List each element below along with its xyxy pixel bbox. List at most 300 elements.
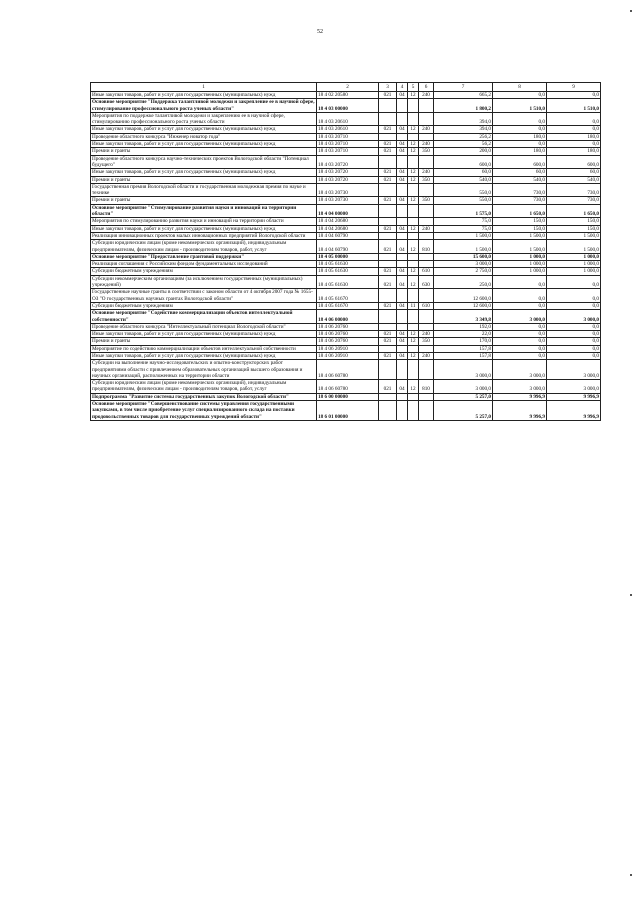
row-name-cell: Премии и гранты xyxy=(91,176,317,183)
table-row xyxy=(91,141,601,148)
row-col6-cell xyxy=(419,99,434,113)
row-col5-cell xyxy=(408,393,419,400)
row-value-col8: 0,0 xyxy=(493,275,547,289)
row-name-cell: Государственные научные гранты в соответствии с законом области от 4 октября 2007 года № 1655-ОЗ "О государственных научных грантах Вологодской области" xyxy=(91,289,317,303)
row-value-col9: 9 996,9 xyxy=(547,401,601,421)
row-col3-cell xyxy=(379,133,397,140)
column-header: 9 xyxy=(547,83,601,92)
row-value-col8: 0,0 xyxy=(493,323,547,330)
row-name-cell: Проведение областного конкурса научно-технических проектов Вологодской области "Потенциал будущего" xyxy=(91,155,317,169)
row-name-cell: Мероприятия по стимулированию развития науки и инноваций на территории области xyxy=(91,218,317,225)
row-value-col8: 730,0 xyxy=(493,183,547,197)
row-code-cell: 18 4 03 20720 xyxy=(317,176,379,183)
row-col6-cell xyxy=(419,155,434,169)
row-name-cell: Премии и гранты xyxy=(91,148,317,155)
row-col4-cell: 04 xyxy=(397,141,408,148)
table-row xyxy=(91,360,601,380)
row-value-col9: 1 000,0 xyxy=(547,261,601,268)
row-col4-cell xyxy=(397,232,408,239)
row-value-col7: 1 575,0 xyxy=(434,204,493,218)
row-col3-cell: 021 xyxy=(379,126,397,133)
row-code-cell: 18 4 03 20720 xyxy=(317,169,379,176)
row-col3-cell: 021 xyxy=(379,352,397,359)
row-value-col9: 1 000,0 xyxy=(547,253,601,260)
row-code-cell: 18 4 03 20730 xyxy=(317,197,379,204)
row-code-cell: 18 4 06 20910 xyxy=(317,345,379,352)
row-col4-cell: 04 xyxy=(397,197,408,204)
row-value-col8: 0,0 xyxy=(493,289,547,303)
row-value-col9: 0,0 xyxy=(547,302,601,309)
row-value-col9: 150,0 xyxy=(547,225,601,232)
margin-mark xyxy=(630,594,632,596)
row-value-col9: 0,0 xyxy=(547,289,601,303)
table-row xyxy=(91,148,601,155)
row-value-col8: 9 996,9 xyxy=(493,393,547,400)
row-value-col9: 3 000,0 xyxy=(547,310,601,324)
row-col6-cell: 810 xyxy=(419,380,434,394)
row-col4-cell xyxy=(397,401,408,421)
row-col5-cell xyxy=(408,183,419,197)
row-value-col7: 22,0 xyxy=(434,331,493,338)
row-col5-cell xyxy=(408,323,419,330)
row-col6-cell: 240 xyxy=(419,352,434,359)
budget-table xyxy=(90,82,601,421)
row-col5-cell xyxy=(408,360,419,380)
row-name-cell: Основное мероприятие "Поддержка талантливой молодежи и закрепление ее в научной сфере, стимулирование профессионального роста ученых области" xyxy=(92,99,315,112)
column-header: 8 xyxy=(493,83,547,92)
row-col6-cell xyxy=(419,289,434,303)
row-value-col9: 0,0 xyxy=(547,323,601,330)
row-value-col7: 200,0 xyxy=(434,148,493,155)
row-value-col7: 3 349,8 xyxy=(434,310,493,324)
table-row xyxy=(91,380,601,394)
row-code-cell: 18 4 03 20730 xyxy=(317,183,379,197)
row-value-col8: 1 650,0 xyxy=(493,204,547,218)
row-value-col7: 2 750,0 xyxy=(434,268,493,275)
table-row xyxy=(91,331,601,338)
row-col4-cell xyxy=(397,133,408,140)
row-value-col7: 3 000,0 xyxy=(434,261,493,268)
row-col4-cell xyxy=(397,204,408,218)
row-value-col7: 60,0 xyxy=(434,169,493,176)
row-value-col9: 0,0 xyxy=(547,331,601,338)
row-col4-cell xyxy=(397,289,408,303)
row-value-col8: 0,0 xyxy=(493,345,547,352)
row-col4-cell xyxy=(397,323,408,330)
row-col6-cell: 350 xyxy=(419,338,434,345)
row-value-col8: 3 000,0 xyxy=(493,310,547,324)
row-value-col9: 3 000,0 xyxy=(547,360,601,380)
row-value-col8: 0,0 xyxy=(493,112,547,126)
row-name-cell: Проведение областного конкурса "Интеллектуальный потенциал Вологодской области" xyxy=(91,323,317,330)
row-value-col9: 0,0 xyxy=(547,126,601,133)
table-row xyxy=(91,261,601,268)
row-value-col8: 1 000,0 xyxy=(493,261,547,268)
row-value-col7: 3 000,0 xyxy=(434,380,493,394)
row-code-cell: 18 4 03 20710 xyxy=(317,148,379,155)
row-code-cell: 18 4 05 61630 xyxy=(317,275,379,289)
row-col3-cell: 021 xyxy=(379,225,397,232)
row-col4-cell xyxy=(397,261,408,268)
row-col5-cell xyxy=(408,232,419,239)
row-col3-cell: 021 xyxy=(379,92,397,99)
row-col6-cell xyxy=(419,261,434,268)
row-name-cell: Иные закупки товаров, работ и услуг для государственных (муниципальных) нужд xyxy=(91,126,317,133)
row-value-col9: 0,0 xyxy=(547,275,601,289)
row-value-col9: 180,0 xyxy=(547,148,601,155)
row-value-col7: 1 800,2 xyxy=(434,99,493,113)
row-col6-cell: 350 xyxy=(419,148,434,155)
row-value-col8: 60,0 xyxy=(493,169,547,176)
row-value-col7: 600,0 xyxy=(434,155,493,169)
row-value-col9: 150,0 xyxy=(547,218,601,225)
row-col3-cell: 021 xyxy=(379,380,397,394)
row-col3-cell xyxy=(379,253,397,260)
row-name-cell: Субсидии юридическим лицам (кроме некоммерческих организаций), индивидуальным предпринимателям, физическим лицам - производителям товаров, работ, услуг xyxy=(91,240,317,254)
row-col3-cell xyxy=(379,112,397,126)
row-col5-cell xyxy=(408,253,419,260)
row-code-cell: 18 4 03 20710 xyxy=(317,133,379,140)
table-row xyxy=(91,338,601,345)
row-col4-cell: 04 xyxy=(397,268,408,275)
row-col4-cell: 04 xyxy=(397,92,408,99)
row-value-col8: 0,0 xyxy=(493,302,547,309)
row-code-cell: 18 4 06 60780 xyxy=(317,360,379,380)
row-col4-cell: 04 xyxy=(397,225,408,232)
row-col6-cell: 610 xyxy=(419,268,434,275)
row-value-col8: 1 000,0 xyxy=(493,253,547,260)
row-value-col8: 3 000,0 xyxy=(493,360,547,380)
row-col6-cell xyxy=(419,232,434,239)
row-col4-cell xyxy=(397,183,408,197)
row-value-col7: 5 257,0 xyxy=(434,401,493,421)
row-col5-cell: 12 xyxy=(408,240,419,254)
row-col5-cell: 12 xyxy=(408,148,419,155)
row-col5-cell xyxy=(408,204,419,218)
row-col3-cell xyxy=(379,99,397,113)
row-col5-cell xyxy=(408,218,419,225)
row-name-cell: Реализация инновационных проектов малых инновационных предприятий Вологодской области xyxy=(91,232,317,239)
row-code-cell: 18 4 03 20710 xyxy=(317,141,379,148)
row-name-cell: Основное мероприятие "Совершенствование системы управления государственными закупками, в том числе приобретение услуг специализированного склада на поставки продовольственных товаров для государственных учреждений области" xyxy=(91,401,317,421)
table-row xyxy=(91,310,601,324)
row-code-cell: 18 4 06 20760 xyxy=(317,331,379,338)
row-col4-cell xyxy=(397,155,408,169)
margin-mark xyxy=(630,10,632,12)
row-col6-cell: 350 xyxy=(419,176,434,183)
column-header: 3 xyxy=(379,83,397,92)
table-row xyxy=(91,133,601,140)
row-col6-cell xyxy=(419,253,434,260)
row-col5-cell: 12 xyxy=(408,169,419,176)
row-code-cell: 18 6 00 00000 xyxy=(317,393,379,400)
row-value-col8: 150,0 xyxy=(493,225,547,232)
row-col6-cell: 810 xyxy=(419,240,434,254)
row-value-col7: 394,0 xyxy=(434,126,493,133)
row-value-col8: 150,0 xyxy=(493,218,547,225)
row-code-cell: 18 4 04 60790 xyxy=(317,240,379,254)
row-col6-cell: 240 xyxy=(419,225,434,232)
row-value-col7: 170,0 xyxy=(434,338,493,345)
table-row xyxy=(91,197,601,204)
row-value-col7: 75,0 xyxy=(434,225,493,232)
row-name-cell: Основное мероприятие "Предоставление грантовой поддержки" xyxy=(91,253,317,260)
column-header: 1 xyxy=(91,83,317,92)
row-col3-cell xyxy=(379,345,397,352)
row-col3-cell xyxy=(379,155,397,169)
row-col6-cell: 610 xyxy=(419,302,434,309)
table-row xyxy=(91,323,601,330)
row-col3-cell xyxy=(379,401,397,421)
column-header: 5 xyxy=(408,83,419,92)
row-col5-cell: 12 xyxy=(408,176,419,183)
row-name-cell: Иные закупки товаров, работ и услуг для государственных (муниципальных) нужд xyxy=(91,352,317,359)
row-code-cell: 18 4 03 20610 xyxy=(317,126,379,133)
row-col5-cell: 12 xyxy=(408,92,419,99)
table-row xyxy=(91,240,601,254)
row-col6-cell xyxy=(419,323,434,330)
row-col3-cell: 021 xyxy=(379,240,397,254)
row-value-col8: 730,0 xyxy=(493,197,547,204)
row-col6-cell: 350 xyxy=(419,197,434,204)
row-name-cell: Субсидии некоммерческим организациям (за исключением государственных (муниципальных) учреждений) xyxy=(91,275,317,289)
row-col6-cell xyxy=(419,183,434,197)
row-value-col9: 730,0 xyxy=(547,197,601,204)
row-code-cell: 18 6 01 00000 xyxy=(317,401,379,421)
row-name-cell: Иные закупки товаров, работ и услуг для государственных (муниципальных) нужд xyxy=(91,141,317,148)
row-col3-cell xyxy=(379,183,397,197)
row-value-col9: 730,0 xyxy=(547,183,601,197)
table-row xyxy=(91,253,601,260)
row-value-col7: 192,0 xyxy=(434,323,493,330)
margin-mark xyxy=(630,874,632,876)
row-col6-cell xyxy=(419,218,434,225)
row-col3-cell: 021 xyxy=(379,331,397,338)
row-value-col7: 157,8 xyxy=(434,352,493,359)
row-value-col7: 1 500,0 xyxy=(434,232,493,239)
row-col3-cell: 021 xyxy=(379,275,397,289)
row-col5-cell: 11 xyxy=(408,302,419,309)
row-value-col9: 0,0 xyxy=(547,141,601,148)
table-row xyxy=(91,275,601,289)
row-name-cell: Премии и гранты xyxy=(91,197,317,204)
row-col3-cell: 021 xyxy=(379,141,397,148)
row-col3-cell: 021 xyxy=(379,148,397,155)
row-name-cell: Премии и гранты xyxy=(91,338,317,345)
row-col6-cell: 240 xyxy=(419,141,434,148)
row-value-col7: 15 600,0 xyxy=(434,253,493,260)
row-value-col7: 157,8 xyxy=(434,345,493,352)
row-col5-cell: 12 xyxy=(408,126,419,133)
row-code-cell: 18 4 06 20760 xyxy=(317,323,379,330)
table-row xyxy=(91,225,601,232)
row-value-col9: 0,0 xyxy=(547,112,601,126)
row-value-col8: 3 000,0 xyxy=(493,380,547,394)
row-value-col7: 75,0 xyxy=(434,218,493,225)
column-header: 2 xyxy=(317,83,379,92)
row-code-cell: 18 4 06 20760 xyxy=(317,338,379,345)
row-col6-cell: 240 xyxy=(419,169,434,176)
row-col4-cell: 04 xyxy=(397,331,408,338)
row-name-cell: Субсидии юридическим лицам (кроме некоммерческих организаций), индивидуальным предпринимателям, физическим лицам - производителям товаров, работ, услуг xyxy=(91,380,317,394)
row-col5-cell: 12 xyxy=(408,380,419,394)
row-col4-cell: 04 xyxy=(397,126,408,133)
row-col5-cell xyxy=(408,133,419,140)
row-col5-cell: 12 xyxy=(408,338,419,345)
row-col5-cell: 12 xyxy=(408,141,419,148)
row-name-cell: Иные закупки товаров, работ и услуг для государственных (муниципальных) нужд xyxy=(91,331,317,338)
row-col3-cell xyxy=(379,310,397,324)
row-col5-cell xyxy=(408,289,419,303)
row-col4-cell xyxy=(397,345,408,352)
row-value-col7: 12 600,0 xyxy=(434,289,493,303)
row-col4-cell: 04 xyxy=(397,176,408,183)
row-value-col9: 0,0 xyxy=(547,92,601,99)
row-col5-cell xyxy=(408,401,419,421)
row-name-cell: Основное мероприятие "Стимулирование развития науки и инноваций на территории области" xyxy=(91,204,317,218)
row-col5-cell xyxy=(408,310,419,324)
row-col5-cell: 12 xyxy=(408,331,419,338)
row-code-cell: 18 4 06 00000 xyxy=(317,310,379,324)
row-col5-cell: 12 xyxy=(408,225,419,232)
table-row xyxy=(91,169,601,176)
row-value-col7: 256,2 xyxy=(434,133,493,140)
row-name-cell: Субсидии бюджетным учреждениям xyxy=(91,302,317,309)
row-value-col8: 1 500,0 xyxy=(493,240,547,254)
row-code-cell: 18 4 05 61670 xyxy=(317,289,379,303)
row-code-cell: 18 4 04 20680 xyxy=(317,218,379,225)
row-value-col8: 540,0 xyxy=(493,176,547,183)
row-col3-cell: 021 xyxy=(379,302,397,309)
row-value-col8: 1 510,0 xyxy=(493,99,547,113)
row-col3-cell xyxy=(379,323,397,330)
row-value-col9: 1 650,0 xyxy=(547,204,601,218)
row-code-cell: 18 4 03 20610 xyxy=(317,112,379,126)
row-name-cell: Мероприятие по содействию коммерциализации объектов интеллектуальной собственности xyxy=(91,345,317,352)
row-code-cell: 18 4 02 20580 xyxy=(317,92,379,99)
row-code-cell: 18 4 05 61630 xyxy=(317,268,379,275)
row-value-col8: 600,0 xyxy=(493,155,547,169)
row-value-col7: 394,0 xyxy=(434,112,493,126)
row-value-col7: 5 257,0 xyxy=(434,393,493,400)
table-row xyxy=(91,401,601,421)
row-value-col7: 250,0 xyxy=(434,275,493,289)
row-value-col8: 180,0 xyxy=(493,133,547,140)
row-col6-cell: 630 xyxy=(419,275,434,289)
row-col3-cell: 021 xyxy=(379,176,397,183)
row-value-col8: 0,0 xyxy=(493,331,547,338)
row-col4-cell: 04 xyxy=(397,338,408,345)
row-value-col9: 600,0 xyxy=(547,155,601,169)
row-col6-cell xyxy=(419,360,434,380)
row-name-cell: Иные закупки товаров, работ и услуг для государственных (муниципальных) нужд xyxy=(91,92,317,99)
row-col6-cell xyxy=(419,310,434,324)
row-name-cell: Реализация соглашения с Российским фондом фундаментальных исследований xyxy=(91,261,317,268)
row-col6-cell xyxy=(419,345,434,352)
row-value-col9: 1 500,0 xyxy=(547,232,601,239)
table-row xyxy=(91,268,601,275)
row-col3-cell xyxy=(379,289,397,303)
row-col4-cell: 04 xyxy=(397,275,408,289)
table-row xyxy=(91,232,601,239)
row-col4-cell xyxy=(397,393,408,400)
row-code-cell: 18 4 05 61630 xyxy=(317,261,379,268)
table-row xyxy=(91,92,601,99)
row-col4-cell xyxy=(397,99,408,113)
table-row xyxy=(91,345,601,352)
row-name-cell: Государственная премия Вологодской области и государственная молодежная премия по науке и технике xyxy=(91,183,317,197)
row-col6-cell: 240 xyxy=(419,126,434,133)
row-col6-cell: 240 xyxy=(419,331,434,338)
row-name-cell: Мероприятия по поддержке талантливой молодежи и закреплению ее в научной сфере, стимулированию профессионального роста ученых области xyxy=(91,112,317,126)
row-col3-cell xyxy=(379,232,397,239)
row-value-col8: 0,0 xyxy=(493,92,547,99)
row-code-cell: 18 4 04 20680 xyxy=(317,225,379,232)
row-col4-cell xyxy=(397,310,408,324)
table-row xyxy=(91,352,601,359)
row-col5-cell: 12 xyxy=(408,352,419,359)
row-value-col7: 12 600,0 xyxy=(434,302,493,309)
row-code-cell: 18 4 05 61670 xyxy=(317,302,379,309)
row-col4-cell: 04 xyxy=(397,352,408,359)
row-col4-cell xyxy=(397,112,408,126)
row-value-col8: 9 996,9 xyxy=(493,401,547,421)
header-row xyxy=(91,83,601,92)
row-value-col8: 0,0 xyxy=(493,338,547,345)
row-col3-cell: 021 xyxy=(379,169,397,176)
row-col3-cell xyxy=(379,261,397,268)
row-col4-cell: 04 xyxy=(397,169,408,176)
row-value-col9: 9 996,9 xyxy=(547,393,601,400)
row-value-col8: 0,0 xyxy=(493,352,547,359)
row-value-col9: 0,0 xyxy=(547,352,601,359)
table-row xyxy=(91,155,601,169)
row-col3-cell: 021 xyxy=(379,268,397,275)
row-value-col7: 550,0 xyxy=(434,183,493,197)
row-value-col9: 1 510,0 xyxy=(547,99,601,113)
row-col6-cell xyxy=(419,393,434,400)
row-col5-cell xyxy=(408,261,419,268)
row-col4-cell: 04 xyxy=(397,148,408,155)
row-code-cell: 18 4 05 00000 xyxy=(317,253,379,260)
table-row xyxy=(91,99,601,113)
row-value-col7: 1 500,0 xyxy=(434,240,493,254)
row-code-cell: 18 4 04 60790 xyxy=(317,232,379,239)
row-col5-cell xyxy=(408,155,419,169)
row-name-cell: Субсидии на выполнение научно-исследовательских и опытно-конструкторских работ предприятиями области с привлечением образовательных организаций высшего образования и научных организаций, расположенных на территории области xyxy=(91,360,317,380)
table-row xyxy=(91,112,601,126)
row-col4-cell xyxy=(397,360,408,380)
row-col5-cell: 12 xyxy=(408,197,419,204)
row-value-col7: 3 000,0 xyxy=(434,360,493,380)
row-name-cell: Субсидии бюджетным учреждениям xyxy=(91,268,317,275)
row-col4-cell xyxy=(397,218,408,225)
row-col4-cell: 04 xyxy=(397,302,408,309)
table-row xyxy=(91,183,601,197)
row-name-cell: Проведение областного конкурса "Инженер новатор года" xyxy=(91,133,317,140)
table-row xyxy=(91,218,601,225)
row-col3-cell xyxy=(379,393,397,400)
row-value-col8: 0,0 xyxy=(493,141,547,148)
row-code-cell: 18 4 06 20910 xyxy=(317,352,379,359)
table-row xyxy=(91,126,601,133)
row-col3-cell: 021 xyxy=(379,197,397,204)
row-code-cell: 18 4 04 00000 xyxy=(317,204,379,218)
row-col6-cell xyxy=(419,112,434,126)
row-name-cell: Основное мероприятие "Содействие коммерциализации объектов интеллектуальной собственности" xyxy=(91,310,317,324)
row-value-col7: 665,2 xyxy=(434,92,493,99)
table-row xyxy=(91,302,601,309)
